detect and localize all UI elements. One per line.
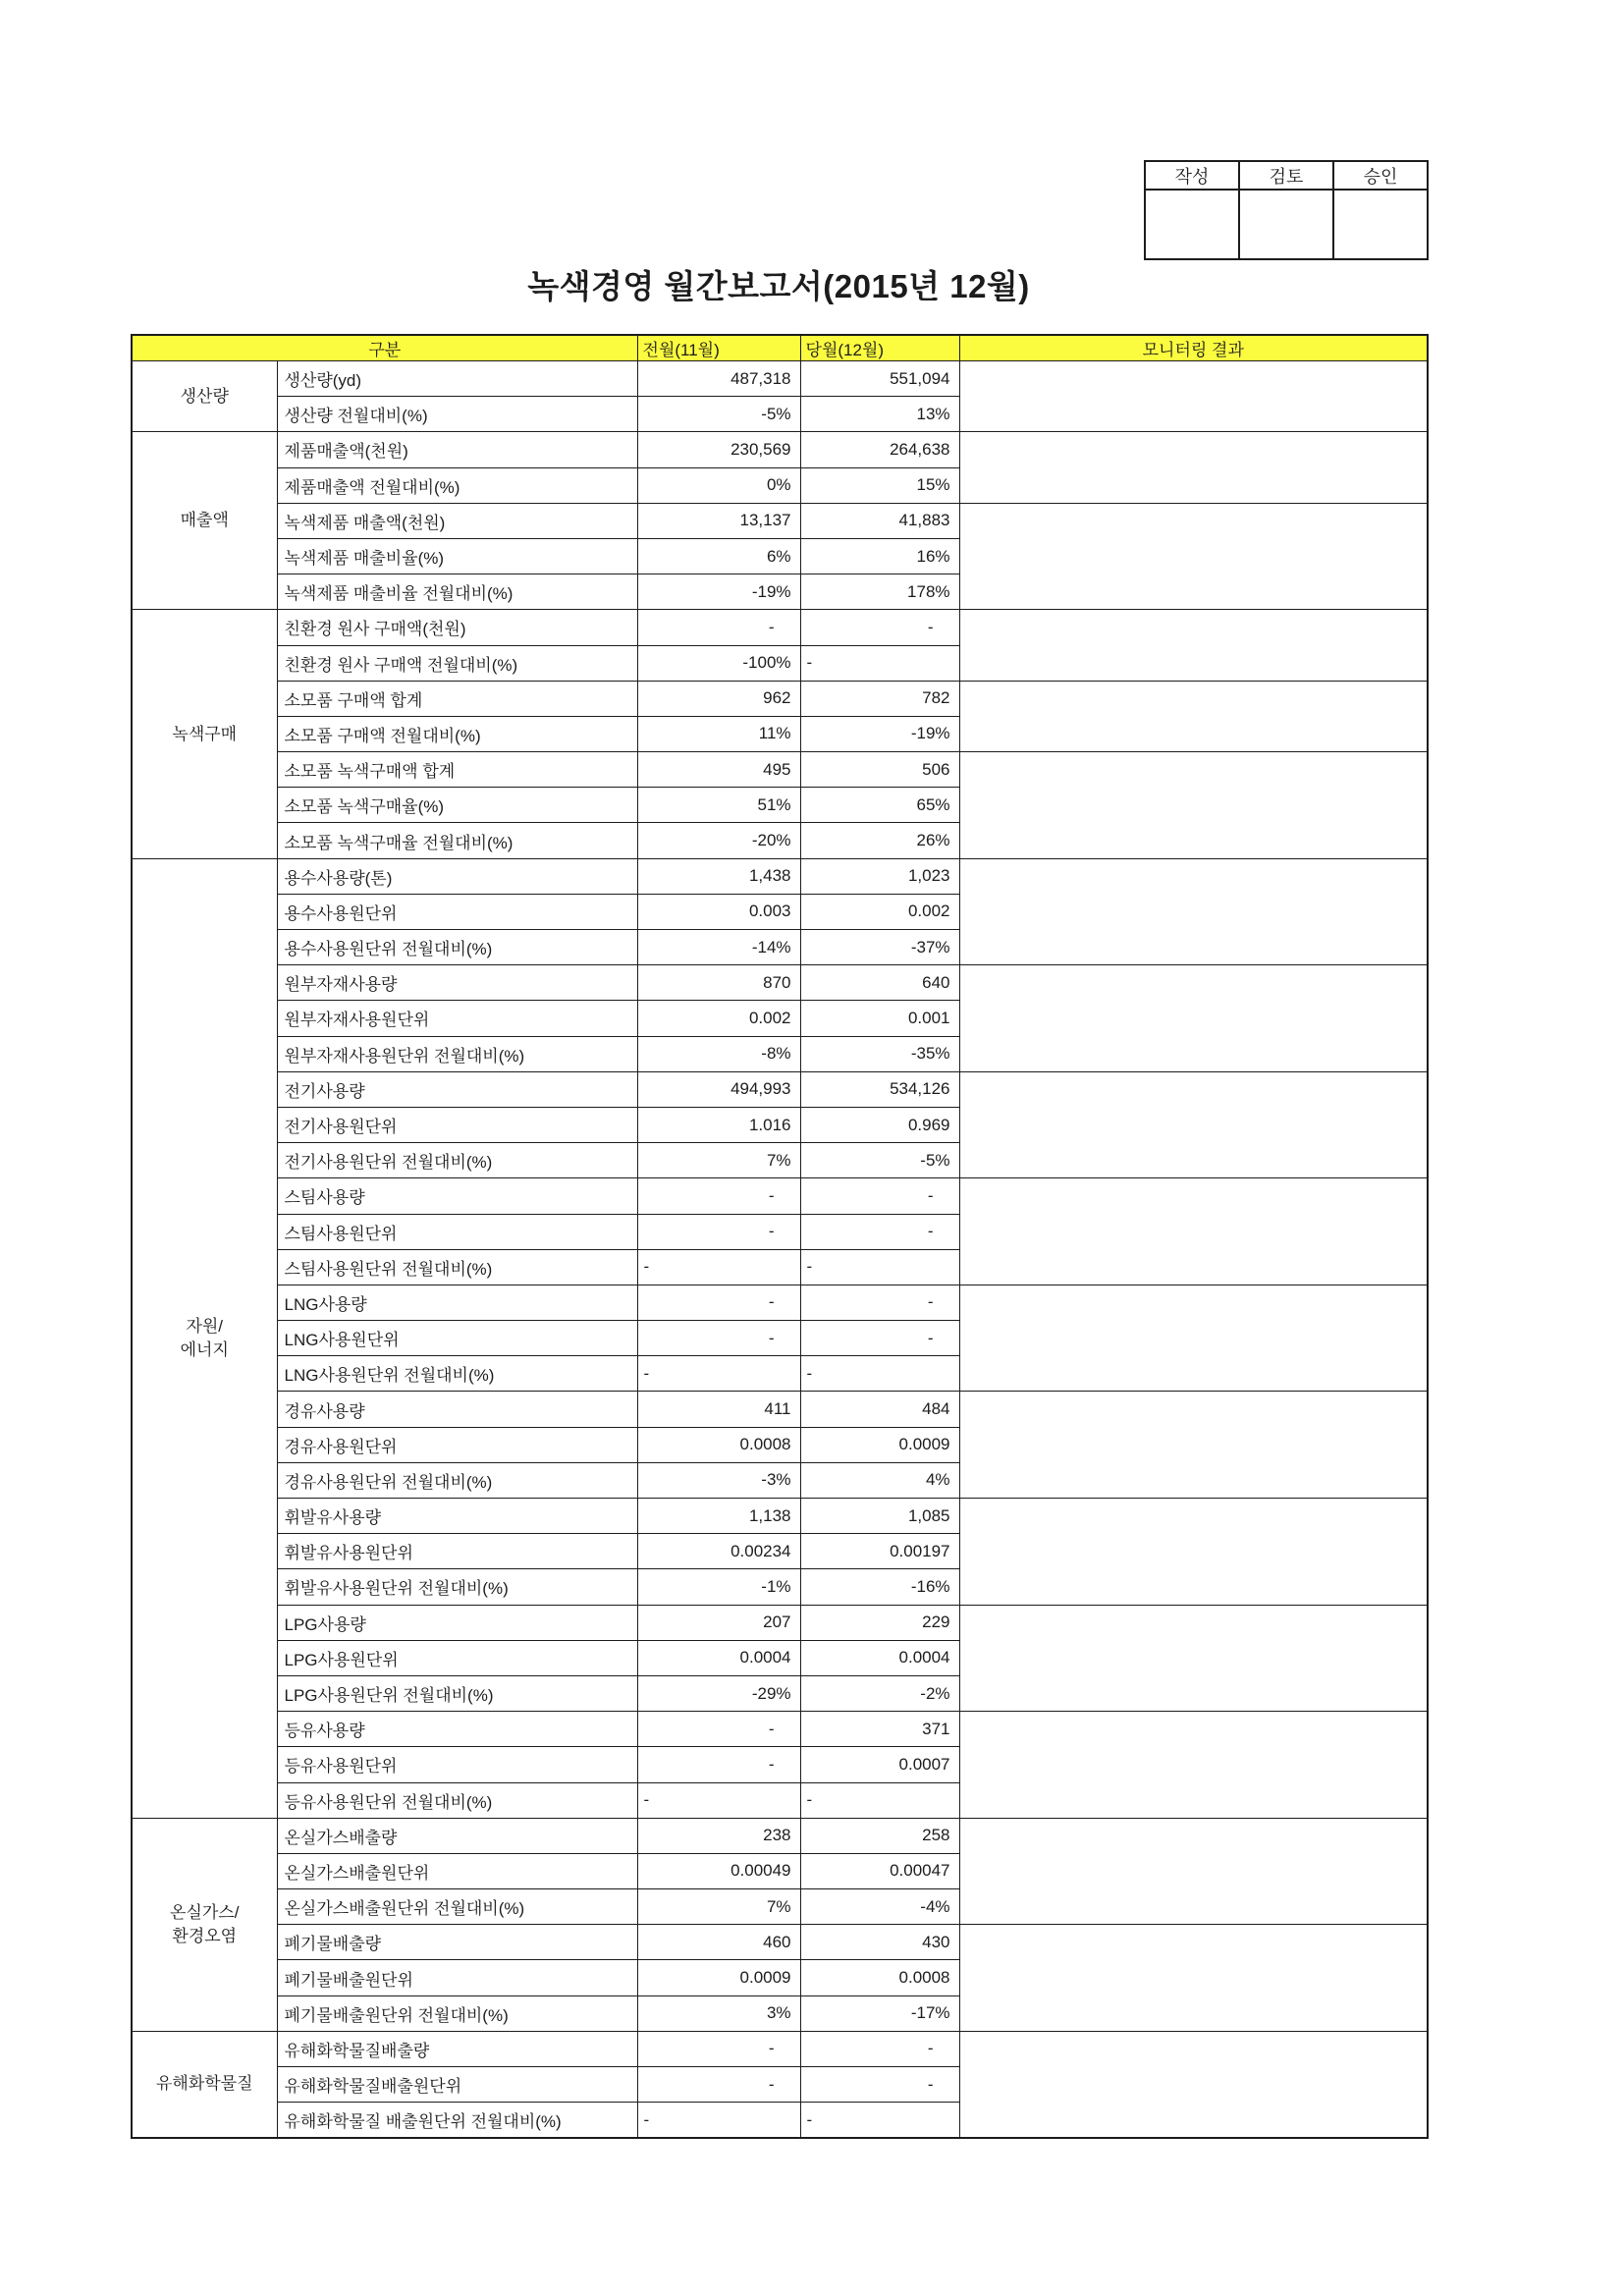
row-label: 전기사용원단위 <box>277 1107 637 1142</box>
prev-value-cell: -20% <box>637 823 800 858</box>
prev-value-cell: -1% <box>637 1569 800 1605</box>
row-label: 소모품 녹색구매율 전월대비(%) <box>277 823 637 858</box>
curr-value-cell: 0.00197 <box>800 1534 959 1569</box>
table-row <box>132 965 1428 1001</box>
row-label: 등유사용원단위 <box>277 1747 637 1782</box>
prev-value-cell: 962 <box>637 681 800 716</box>
prev-value-cell: 238 <box>637 1818 800 1853</box>
row-label: 폐기물배출원단위 <box>277 1960 637 1995</box>
row-label: 경유사용원단위 <box>277 1427 637 1462</box>
curr-value-cell: 178% <box>800 574 959 610</box>
prev-value-cell: 7% <box>637 1889 800 1925</box>
row-label: 스팀사용원단위 <box>277 1214 637 1249</box>
row-label: 생산량 전월대비(%) <box>277 397 637 432</box>
curr-value-cell: 430 <box>800 1925 959 1960</box>
prev-value-cell: 207 <box>637 1605 800 1640</box>
prev-value-cell: 230,569 <box>637 432 800 467</box>
prev-value-cell: 494,993 <box>637 1071 800 1107</box>
prev-value-cell: 51% <box>637 788 800 823</box>
prev-value-cell: -3% <box>637 1462 800 1498</box>
curr-value-cell: 0.00047 <box>800 1853 959 1888</box>
curr-value-cell: 13% <box>800 397 959 432</box>
curr-value-cell: 229 <box>800 1605 959 1640</box>
approval-header-author: 작성 <box>1145 161 1239 190</box>
col-header-prev-month: 전월(11월) <box>637 335 800 361</box>
curr-value-cell: 0.002 <box>800 894 959 929</box>
prev-value-cell: 1,138 <box>637 1499 800 1534</box>
prev-value-cell: 6% <box>637 538 800 574</box>
curr-value-cell: 0.969 <box>800 1107 959 1142</box>
group-cell <box>132 858 277 1818</box>
row-label: 친환경 원사 구매액 전월대비(%) <box>277 645 637 681</box>
prev-value-cell: 0% <box>637 467 800 503</box>
row-label: 녹색제품 매출액(천원) <box>277 503 637 538</box>
prev-value-cell: 1.016 <box>637 1107 800 1142</box>
prev-value-cell: 0.003 <box>637 894 800 929</box>
row-label: 소모품 구매액 전월대비(%) <box>277 716 637 751</box>
group-label-line: 매출액 <box>180 511 229 530</box>
prev-value-cell: 7% <box>637 1143 800 1178</box>
prev-value-cell: - <box>637 1712 800 1747</box>
curr-value-cell: 0.0009 <box>800 1427 959 1462</box>
prev-value-cell: - <box>637 1747 800 1782</box>
prev-value-cell: -14% <box>637 930 800 965</box>
curr-value-cell: 15% <box>800 467 959 503</box>
curr-value-cell: -37% <box>800 930 959 965</box>
prev-value-cell: 0.0009 <box>637 1960 800 1995</box>
curr-value-cell: -4% <box>800 1889 959 1925</box>
curr-value-cell: -35% <box>800 1036 959 1071</box>
prev-value-cell: - <box>637 1356 800 1392</box>
row-label: 유해화학물질 배출원단위 전월대비(%) <box>277 2103 637 2138</box>
curr-value-cell: - <box>800 1249 959 1285</box>
curr-value-cell: - <box>800 645 959 681</box>
curr-value-cell: - <box>800 1214 959 1249</box>
prev-value-cell: 487,318 <box>637 361 800 397</box>
curr-value-cell: 26% <box>800 823 959 858</box>
monitoring-cell <box>959 1285 1428 1392</box>
group-label-line: 녹색구매 <box>172 724 238 743</box>
monitoring-cell <box>959 361 1428 432</box>
monitoring-cell <box>959 1925 1428 2032</box>
monitoring-cell <box>959 858 1428 965</box>
group-label-line: 생산량 <box>180 386 229 406</box>
group-cell <box>132 1818 277 2031</box>
row-label: 소모품 녹색구매율(%) <box>277 788 637 823</box>
row-label: 소모품 구매액 합계 <box>277 681 637 716</box>
approval-signature-cell-review <box>1239 190 1333 259</box>
prev-value-cell: -19% <box>637 574 800 610</box>
curr-value-cell: - <box>800 610 959 645</box>
table-row <box>132 752 1428 788</box>
curr-value-cell: -19% <box>800 716 959 751</box>
curr-value-cell: -2% <box>800 1675 959 1711</box>
group-label-line: 온실가스/ <box>170 1902 240 1922</box>
table-row <box>132 610 1428 645</box>
prev-value-cell: - <box>637 1249 800 1285</box>
curr-value-cell: 16% <box>800 538 959 574</box>
curr-value-cell: - <box>800 2067 959 2103</box>
approval-box <box>1144 160 1429 260</box>
row-label: LNG사용원단위 <box>277 1321 637 1356</box>
monitoring-cell <box>959 1605 1428 1712</box>
curr-value-cell: - <box>800 1285 959 1320</box>
prev-value-cell: 0.00234 <box>637 1534 800 1569</box>
prev-value-cell: 0.002 <box>637 1001 800 1036</box>
monitoring-cell <box>959 1499 1428 1606</box>
prev-value-cell: - <box>637 1782 800 1818</box>
monitoring-cell <box>959 1071 1428 1178</box>
curr-value-cell: 782 <box>800 681 959 716</box>
table-row <box>132 2031 1428 2066</box>
monitoring-cell <box>959 610 1428 681</box>
row-label: 휘발유사용원단위 <box>277 1534 637 1569</box>
curr-value-cell: 65% <box>800 788 959 823</box>
prev-value-cell: -8% <box>637 1036 800 1071</box>
curr-value-cell: 1,085 <box>800 1499 959 1534</box>
prev-value-cell: 0.00049 <box>637 1853 800 1888</box>
curr-value-cell: 0.001 <box>800 1001 959 1036</box>
curr-value-cell: 258 <box>800 1818 959 1853</box>
page-title: 녹색경영 월간보고서(2015년 12월) <box>527 268 1030 304</box>
prev-value-cell: - <box>637 610 800 645</box>
row-label: 용수사용량(톤) <box>277 858 637 894</box>
approval-header-approve: 승인 <box>1333 161 1428 190</box>
curr-value-cell: - <box>800 1178 959 1214</box>
prev-value-cell: - <box>637 1321 800 1356</box>
table-row <box>132 1392 1428 1427</box>
curr-value-cell: 4% <box>800 1462 959 1498</box>
prev-value-cell: 495 <box>637 752 800 788</box>
row-label: LPG사용원단위 전월대비(%) <box>277 1675 637 1711</box>
table-row <box>132 858 1428 894</box>
prev-value-cell: 0.0008 <box>637 1427 800 1462</box>
row-label: 폐기물배출량 <box>277 1925 637 1960</box>
monitoring-cell <box>959 1818 1428 1925</box>
monitoring-cell <box>959 1712 1428 1819</box>
curr-value-cell: - <box>800 1782 959 1818</box>
table-row <box>132 681 1428 716</box>
row-label: 스팀사용원단위 전월대비(%) <box>277 1249 637 1285</box>
row-label: 스팀사용량 <box>277 1178 637 1214</box>
row-label: 생산량(yd) <box>277 361 637 397</box>
curr-value-cell: - <box>800 1356 959 1392</box>
curr-value-cell: 506 <box>800 752 959 788</box>
row-label: 휘발유사용량 <box>277 1499 637 1534</box>
curr-value-cell: 264,638 <box>800 432 959 467</box>
approval-header-review: 검토 <box>1239 161 1333 190</box>
group-cell <box>132 432 277 610</box>
row-label: 녹색제품 매출비율(%) <box>277 538 637 574</box>
row-label: LNG사용량 <box>277 1285 637 1320</box>
row-label: 제품매출액 전월대비(%) <box>277 467 637 503</box>
table-row <box>132 1818 1428 1853</box>
row-label: 온실가스배출원단위 전월대비(%) <box>277 1889 637 1925</box>
group-cell <box>132 610 277 858</box>
curr-value-cell: -16% <box>800 1569 959 1605</box>
prev-value-cell: -29% <box>637 1675 800 1711</box>
row-label: 등유사용원단위 전월대비(%) <box>277 1782 637 1818</box>
prev-value-cell: 411 <box>637 1392 800 1427</box>
prev-value-cell: - <box>637 1285 800 1320</box>
row-label: 제품매출액(천원) <box>277 432 637 467</box>
prev-value-cell: - <box>637 1178 800 1214</box>
row-label: 용수사용원단위 전월대비(%) <box>277 930 637 965</box>
group-label-line: 환경오염 <box>172 1926 238 1945</box>
curr-value-cell: - <box>800 2031 959 2066</box>
table-row <box>132 1499 1428 1534</box>
prev-value-cell: -5% <box>637 397 800 432</box>
curr-value-cell: 534,126 <box>800 1071 959 1107</box>
row-label: 원부자재사용원단위 <box>277 1001 637 1036</box>
approval-signature-cell-author <box>1145 190 1239 259</box>
group-cell <box>132 2031 277 2138</box>
prev-value-cell: 460 <box>637 1925 800 1960</box>
row-label: 친환경 원사 구매액(천원) <box>277 610 637 645</box>
prev-value-cell: 1,438 <box>637 858 800 894</box>
curr-value-cell: 640 <box>800 965 959 1001</box>
curr-value-cell: -5% <box>800 1143 959 1178</box>
group-label-line: 자원/ <box>186 1316 224 1336</box>
table-row <box>132 1925 1428 1960</box>
monitoring-cell <box>959 681 1428 751</box>
table-row <box>132 1071 1428 1107</box>
table-row <box>132 432 1428 467</box>
row-label: LPG사용원단위 <box>277 1640 637 1675</box>
row-label: 원부자재사용원단위 전월대비(%) <box>277 1036 637 1071</box>
row-label: LPG사용량 <box>277 1605 637 1640</box>
monitoring-cell <box>959 503 1428 610</box>
table-row <box>132 1712 1428 1747</box>
prev-value-cell: 870 <box>637 965 800 1001</box>
table-row <box>132 361 1428 397</box>
group-label-line: 에너지 <box>180 1339 229 1359</box>
col-header-category: 구분 <box>132 335 637 361</box>
curr-value-cell: 484 <box>800 1392 959 1427</box>
row-label: LNG사용원단위 전월대비(%) <box>277 1356 637 1392</box>
row-label: 경유사용량 <box>277 1392 637 1427</box>
table-row <box>132 503 1428 538</box>
prev-value-cell: 11% <box>637 716 800 751</box>
prev-value-cell: -100% <box>637 645 800 681</box>
group-label-line: 유해화학물질 <box>155 2074 253 2094</box>
row-label: 전기사용량 <box>277 1071 637 1107</box>
row-label: 소모품 녹색구매액 합계 <box>277 752 637 788</box>
monitoring-cell <box>959 752 1428 859</box>
table-row <box>132 1285 1428 1320</box>
row-label: 전기사용원단위 전월대비(%) <box>277 1143 637 1178</box>
monitoring-cell <box>959 2031 1428 2138</box>
approval-signature-row <box>1145 190 1428 259</box>
prev-value-cell: - <box>637 2067 800 2103</box>
col-header-current-month: 당월(12월) <box>800 335 959 361</box>
prev-value-cell: 13,137 <box>637 503 800 538</box>
prev-value-cell: - <box>637 2031 800 2066</box>
curr-value-cell: - <box>800 1321 959 1356</box>
row-label: 용수사용원단위 <box>277 894 637 929</box>
curr-value-cell: - <box>800 2103 959 2138</box>
approval-header-row <box>1145 161 1428 190</box>
table-row <box>132 1605 1428 1640</box>
row-label: 휘발유사용원단위 전월대비(%) <box>277 1569 637 1605</box>
monitoring-cell <box>959 965 1428 1072</box>
monitoring-cell <box>959 1392 1428 1499</box>
prev-value-cell: 0.0004 <box>637 1640 800 1675</box>
header-row <box>132 335 1428 361</box>
monitoring-cell <box>959 432 1428 503</box>
curr-value-cell: 0.0008 <box>800 1960 959 1995</box>
row-label: 유해화학물질배출량 <box>277 2031 637 2066</box>
table-row <box>132 1178 1428 1214</box>
prev-value-cell: - <box>637 1214 800 1249</box>
row-label: 원부자재사용량 <box>277 965 637 1001</box>
row-label: 녹색제품 매출비율 전월대비(%) <box>277 574 637 610</box>
curr-value-cell: 1,023 <box>800 858 959 894</box>
row-label: 등유사용량 <box>277 1712 637 1747</box>
row-label: 유해화학물질배출원단위 <box>277 2067 637 2103</box>
row-label: 온실가스배출량 <box>277 1818 637 1853</box>
curr-value-cell: 0.0007 <box>800 1747 959 1782</box>
row-label: 온실가스배출원단위 <box>277 1853 637 1888</box>
curr-value-cell: -17% <box>800 1995 959 2031</box>
row-label: 경유사용원단위 전월대비(%) <box>277 1462 637 1498</box>
curr-value-cell: 551,094 <box>800 361 959 397</box>
col-header-monitoring: 모니터링 결과 <box>959 335 1428 361</box>
prev-value-cell: - <box>637 2103 800 2138</box>
curr-value-cell: 0.0004 <box>800 1640 959 1675</box>
group-cell <box>132 361 277 432</box>
row-label: 폐기물배출원단위 전월대비(%) <box>277 1995 637 2031</box>
report-table <box>131 334 1429 2139</box>
curr-value-cell: 41,883 <box>800 503 959 538</box>
prev-value-cell: 3% <box>637 1995 800 2031</box>
curr-value-cell: 371 <box>800 1712 959 1747</box>
approval-signature-cell-approve <box>1333 190 1428 259</box>
monitoring-cell <box>959 1178 1428 1285</box>
